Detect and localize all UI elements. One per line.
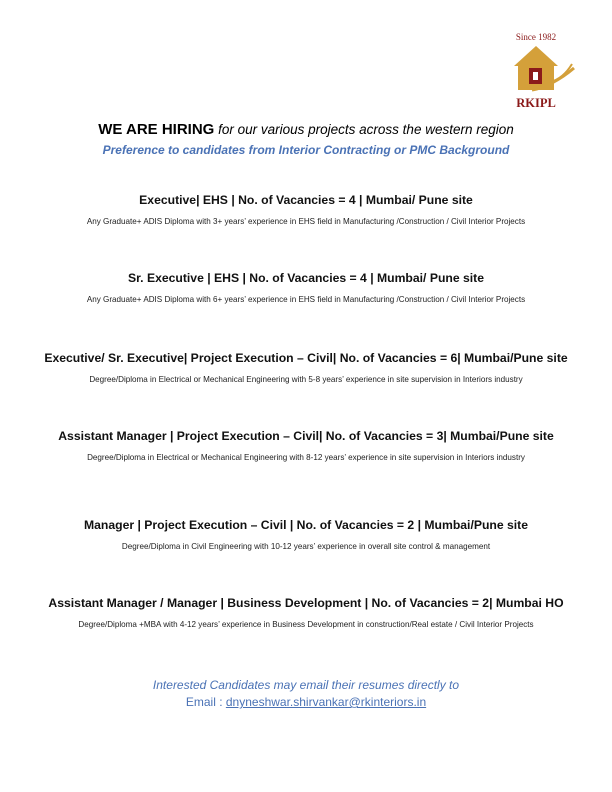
contact-instructions: Interested Candidates may email their resumes directly to: [152, 678, 460, 692]
job-posting: [0, 271, 612, 304]
title-bold: WE ARE HIRING: [98, 121, 215, 138]
job-title: Assistant Manager / Manager | Business Development | No. of Vacancies = 2| Mumbai HO: [48, 596, 564, 610]
job-title: Executive/ Sr. Executive| Project Execution – Civil| No. of Vacancies = 6| Mumbai/Pune site: [44, 351, 568, 365]
job-title: Manager | Project Execution – Civil | No. of Vacancies = 2 | Mumbai/Pune site: [83, 518, 529, 532]
job-title: Executive| EHS | No. of Vacancies = 4 | Mumbai/ Pune site: [139, 193, 473, 207]
logo-name: RKIPL: [516, 96, 556, 110]
job-posting: [0, 193, 612, 226]
company-logo: [508, 32, 580, 112]
page-title: [0, 121, 612, 138]
job-description: Degree/Diploma in Electrical or Mechanical Engineering with 8-12 years’ experience in site supervision in Interiors industry: [87, 453, 525, 462]
job-posting: [0, 429, 612, 462]
job-title: Sr. Executive | EHS | No. of Vacancies = 4 | Mumbai/ Pune site: [127, 271, 484, 285]
job-description: Any Graduate+ ADIS Diploma with 6+ years’ experience in EHS field in Manufacturing /Construction / Civil Interior Projects: [86, 295, 526, 304]
job-description: Any Graduate+ ADIS Diploma with 3+ years’ experience in EHS field in Manufacturing /Construction / Civil Interior Projects: [86, 217, 526, 226]
contact-footer: [0, 677, 612, 711]
email-link[interactable]: dnyneshwar.shirvankar@rkinteriors.in: [225, 695, 427, 709]
job-description: Degree/Diploma +MBA with 4-12 years’ experience in Business Development in construction/Real estate / Civil Interior Projects: [78, 620, 534, 629]
house-logo-icon: [514, 44, 576, 94]
job-description: Degree/Diploma in Electrical or Mechanical Engineering with 5-8 years’ experience in site supervision in Interiors industry: [89, 375, 523, 384]
job-posting: [0, 351, 612, 384]
logo-since-text: Since 1982: [515, 32, 557, 42]
job-posting: [0, 518, 612, 551]
title-rest: for our various projects across the western region: [214, 122, 514, 137]
job-title: Assistant Manager | Project Execution – Civil| No. of Vacancies = 3| Mumbai/Pune site: [58, 429, 554, 443]
page-subtitle: Preference to candidates from Interior Contracting or PMC Background: [102, 143, 510, 157]
job-posting: [0, 596, 612, 629]
contact-email-line: [0, 694, 612, 711]
job-description: Degree/Diploma in Civil Engineering with 10-12 years’ experience in overall site control & management: [121, 542, 491, 551]
email-label: Email :: [185, 695, 226, 709]
